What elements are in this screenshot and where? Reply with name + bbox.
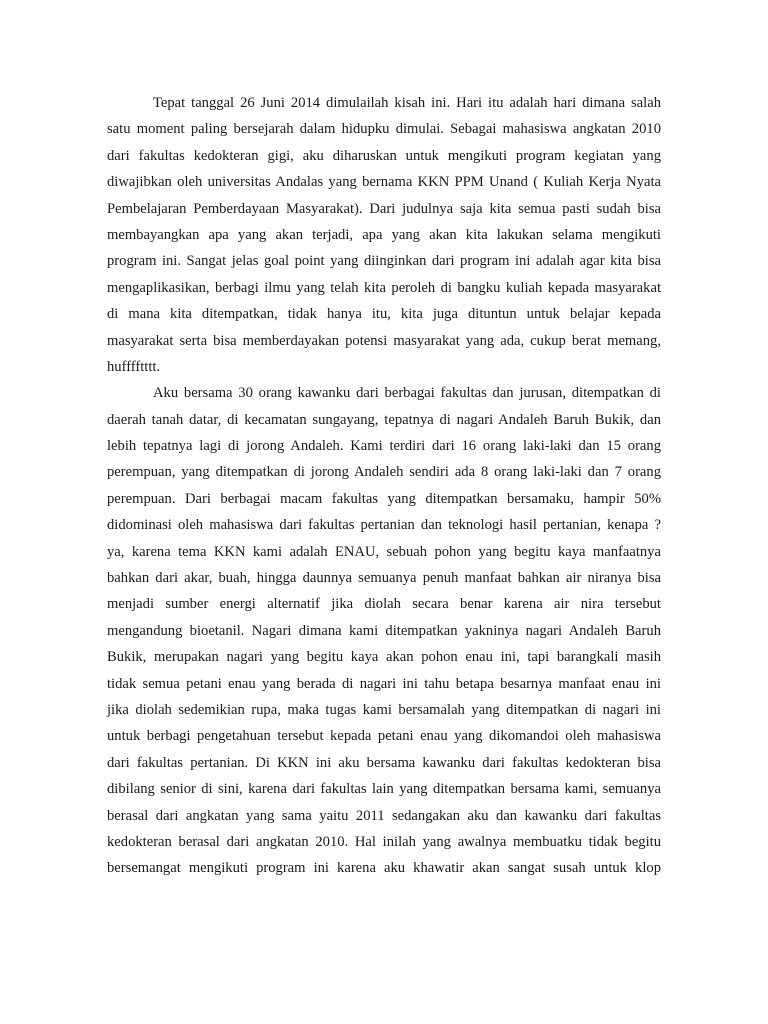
- text-line: perempuan. Dari berbagai macam fakultas yang ditempatkan bersamaku, hampir 50%: [107, 490, 661, 507]
- text-line: jika diolah sedemikian rupa, maka tugas kami bersamalah yang ditempatkan di nagari ini: [107, 701, 661, 718]
- text-line: diwajibkan oleh universitas Andalas yang bernama KKN PPM Unand ( Kuliah Kerja Nyata: [107, 174, 661, 191]
- text-line: Aku bersama 30 orang kawanku dari berbagai fakultas dan jurusan, ditempatkan di: [153, 385, 661, 402]
- text-line: program ini. Sangat jelas goal point yang diinginkan dari program ini adalah agar kita bisa: [107, 253, 661, 270]
- text-line: dibilang senior di sini, karena dari fakultas lain yang ditempatkan bersama kami, semuanya: [107, 781, 661, 798]
- text-line: hufffftttt.: [107, 358, 161, 375]
- text-line: lebih tepatnya lagi di jorong Andaleh. Kami terdiri dari 16 orang laki-laki dan 15 orang: [107, 438, 661, 455]
- text-line: tidak semua petani enau yang berada di nagari ini tahu betapa besarnya manfaat enau ini: [107, 675, 661, 692]
- text-line: Bukik, merupakan nagari yang begitu kaya akan pohon enau ini, tapi barangkali masih: [107, 649, 661, 666]
- text-line: di mana kita ditempatkan, tidak hanya itu, kita juga dituntun untuk belajar kepada: [107, 306, 661, 323]
- text-line: dari fakultas pertanian. Di KKN ini aku bersama kawanku dari fakultas kedokteran bisa: [107, 754, 661, 771]
- text-line: daerah tanah datar, di kecamatan sungayang, tepatnya di nagari Andaleh Baruh Bukik, dan: [107, 411, 661, 428]
- text-line: untuk berbagi pengetahuan tersebut kepada petani enau yang dikomandoi oleh mahasiswa: [107, 728, 661, 745]
- text-line: membayangkan apa yang akan terjadi, apa yang akan kita lakukan selama mengikuti: [107, 226, 661, 243]
- text-line: satu moment paling bersejarah dalam hidupku dimulai. Sebagai mahasiswa angkatan 2010: [107, 121, 661, 138]
- text-line: kedokteran berasal dari angkatan 2010. Hal inilah yang awalnya membuatku tidak begitu: [107, 833, 661, 850]
- text-line: didominasi oleh mahasiswa dari fakultas pertanian dan teknologi hasil pertanian, kenapa ?: [107, 517, 661, 534]
- text-line: Pembelajaran Pemberdayaan Masyarakat). Dari judulnya saja kita semua pasti sudah bisa: [107, 200, 661, 217]
- text-line: ya, karena tema KKN kami adalah ENAU, sebuah pohon yang begitu kaya manfaatnya: [107, 543, 661, 560]
- text-line: bersemangat mengikuti program ini karena aku khawatir akan sangat susah untuk klop: [107, 860, 661, 877]
- text-line: bahkan dari akar, buah, hingga daunnya semuanya penuh manfaat bahkan air niranya bisa: [107, 570, 661, 587]
- text-line: berasal dari angkatan yang sama yaitu 2011 sedangakan aku dan kawanku dari fakultas: [107, 807, 661, 824]
- text-line: menjadi sumber energi alternatif jika diolah secara benar karena air nira tersebut: [107, 596, 661, 613]
- document-body: [107, 90, 661, 882]
- text-line: mengaplikasikan, berbagi ilmu yang telah kita peroleh di bangku kuliah kepada masyarakat: [107, 279, 661, 296]
- text-line: Tepat tanggal 26 Juni 2014 dimulailah kisah ini. Hari itu adalah hari dimana salah: [153, 95, 661, 111]
- text-line: mengandung bioetanil. Nagari dimana kami ditempatkan yakninya nagari Andaleh Baruh: [107, 622, 661, 639]
- text-line: masyarakat serta bisa memberdayakan potensi masyarakat yang ada, cukup berat memang,: [107, 332, 661, 349]
- text-line: dari fakultas kedokteran gigi, aku diharuskan untuk mengikuti program kegiatan yang: [107, 147, 661, 164]
- text-line: perempuan, yang ditempatkan di jorong Andaleh sendiri ada 8 orang laki-laki dan 7 orang: [107, 464, 661, 481]
- paragraph-2: [107, 380, 661, 881]
- paragraph-1: [107, 90, 661, 380]
